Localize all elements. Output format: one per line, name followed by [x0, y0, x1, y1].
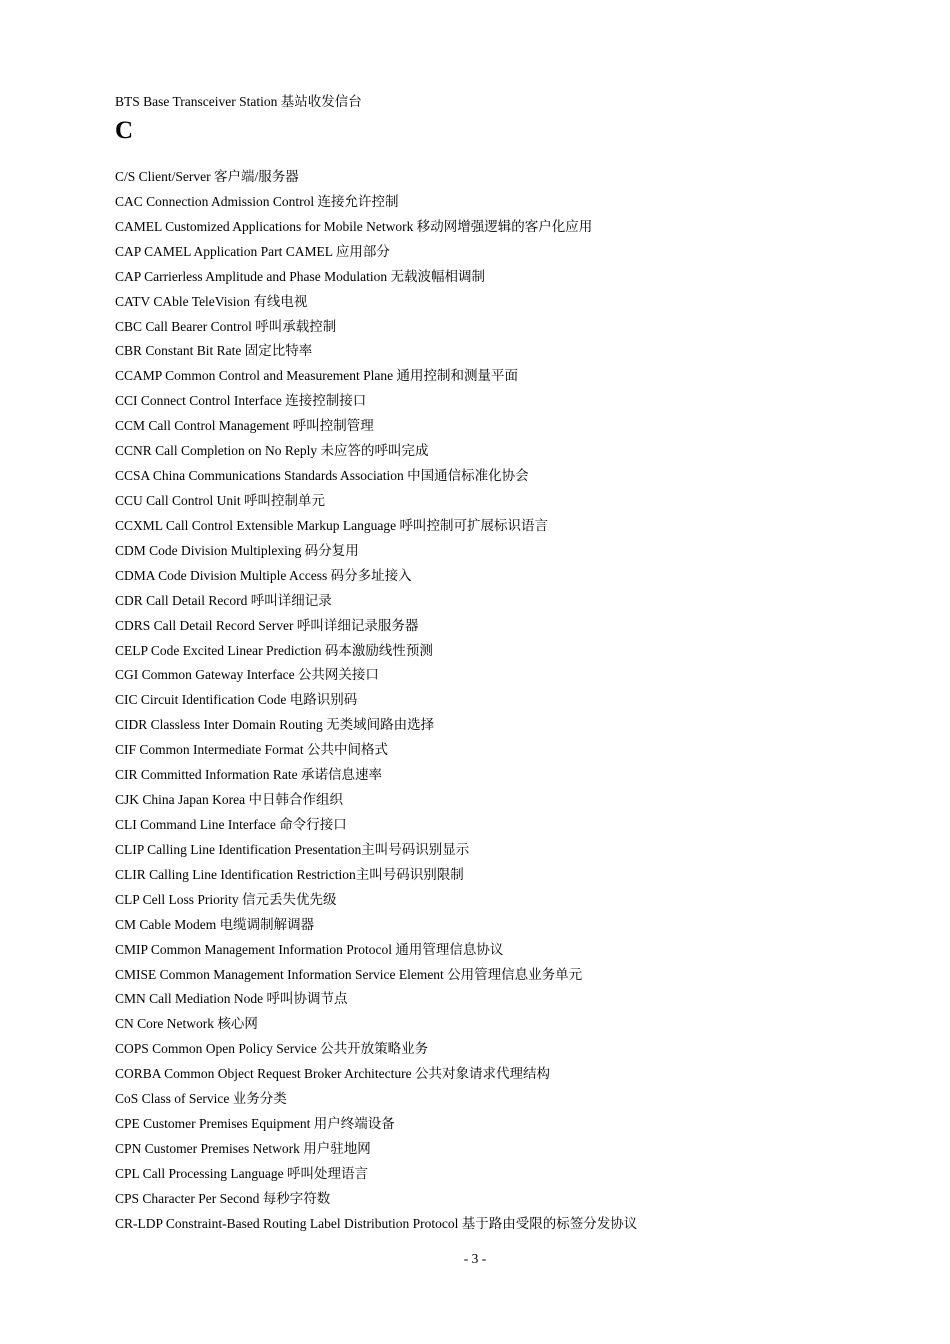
glossary-entry: CAMEL Customized Applications for Mobile Network 移动网增强逻辑的客户化应用 [115, 218, 593, 234]
glossary-entry: CIC Circuit Identification Code 电路识别码 [115, 692, 358, 708]
glossary-entry: CMIP Common Management Information Protocol 通用管理信息协议 [115, 941, 504, 957]
glossary-entry: CAP Carrierless Amplitude and Phase Modulation 无载波幅相调制 [115, 268, 485, 284]
glossary-entry: CM Cable Modem 电缆调制解调器 [115, 916, 315, 932]
glossary-entry: CLP Cell Loss Priority 信元丢失优先级 [115, 891, 337, 907]
glossary-entry: CoS Class of Service 业务分类 [115, 1091, 287, 1107]
glossary-entry: CCAMP Common Control and Measurement Plane 通用控制和测量平面 [115, 368, 518, 384]
glossary-entry: CGI Common Gateway Interface 公共网关接口 [115, 667, 379, 683]
glossary-entry: CELP Code Excited Linear Prediction 码本激励线性预测 [115, 642, 433, 658]
glossary-entry: CCU Call Control Unit 呼叫控制单元 [115, 492, 326, 508]
section-heading: C [115, 117, 134, 144]
glossary-entry: CBR Constant Bit Rate 固定比特率 [115, 343, 313, 359]
glossary-entry: CR-LDP Constraint-Based Routing Label Distribution Protocol 基于路由受限的标签分发协议 [115, 1215, 638, 1231]
glossary-entry: CMN Call Mediation Node 呼叫协调节点 [115, 991, 348, 1007]
glossary-entry: CDR Call Detail Record 呼叫详细记录 [115, 592, 332, 608]
glossary-entry: CPL Call Processing Language 呼叫处理语言 [115, 1165, 368, 1181]
glossary-entry: CCXML Call Control Extensible Markup Language 呼叫控制可扩展标识语言 [115, 517, 548, 533]
glossary-entry: CLI Command Line Interface 命令行接口 [115, 816, 347, 832]
glossary-entry: CCNR Call Completion on No Reply 未应答的呼叫完成 [115, 443, 429, 459]
glossary-entry-bts: BTS Base Transceiver Station 基站收发信台 [115, 94, 362, 109]
glossary-entry: CN Core Network 核心网 [115, 1016, 258, 1032]
glossary-entry: CPE Customer Premises Equipment 用户终端设备 [115, 1116, 395, 1132]
glossary-entry: CDRS Call Detail Record Server 呼叫详细记录服务器 [115, 617, 419, 633]
glossary-entry: CMISE Common Management Information Service Element 公用管理信息业务单元 [115, 966, 583, 982]
glossary-entry: CDMA Code Division Multiple Access 码分多址接入 [115, 567, 412, 583]
glossary-entry: CPS Character Per Second 每秒字符数 [115, 1190, 331, 1206]
glossary-entry: CLIP Calling Line Identification Presentation主叫号码识别显示 [115, 841, 470, 857]
glossary-entry: CAC Connection Admission Control 连接允许控制 [115, 193, 399, 209]
glossary-entry: CORBA Common Object Request Broker Architecture 公共对象请求代理结构 [115, 1066, 550, 1082]
glossary-list [115, 165, 637, 1237]
glossary-entry: CCM Call Control Management 呼叫控制管理 [115, 418, 374, 434]
glossary-entry: CCI Connect Control Interface 连接控制接口 [115, 393, 367, 409]
glossary-entry: CPN Customer Premises Network 用户驻地网 [115, 1140, 371, 1156]
glossary-entry: CBC Call Bearer Control 呼叫承载控制 [115, 318, 337, 334]
page-number: - 3 - [463, 1251, 487, 1266]
glossary-entry: CJK China Japan Korea 中日韩合作组织 [115, 792, 343, 808]
glossary-entry: CCSA China Communications Standards Association 中国通信标准化协会 [115, 468, 529, 484]
glossary-entry: CDM Code Division Multiplexing 码分复用 [115, 542, 359, 558]
glossary-entry: CIDR Classless Inter Domain Routing 无类域间路由选择 [115, 717, 435, 733]
glossary-entry: C/S Client/Server 客户端/服务器 [115, 169, 299, 184]
glossary-entry: CAP CAMEL Application Part CAMEL 应用部分 [115, 243, 390, 259]
glossary-entry: CIR Committed Information Rate 承诺信息速率 [115, 767, 382, 783]
glossary-entry: CIF Common Intermediate Format 公共中间格式 [115, 742, 388, 758]
glossary-entry: CATV CAble TeleVision 有线电视 [115, 293, 308, 309]
glossary-entry: CLIR Calling Line Identification Restriction主叫号码识别限制 [115, 866, 464, 882]
glossary-entry: COPS Common Open Policy Service 公共开放策略业务 [115, 1041, 429, 1057]
